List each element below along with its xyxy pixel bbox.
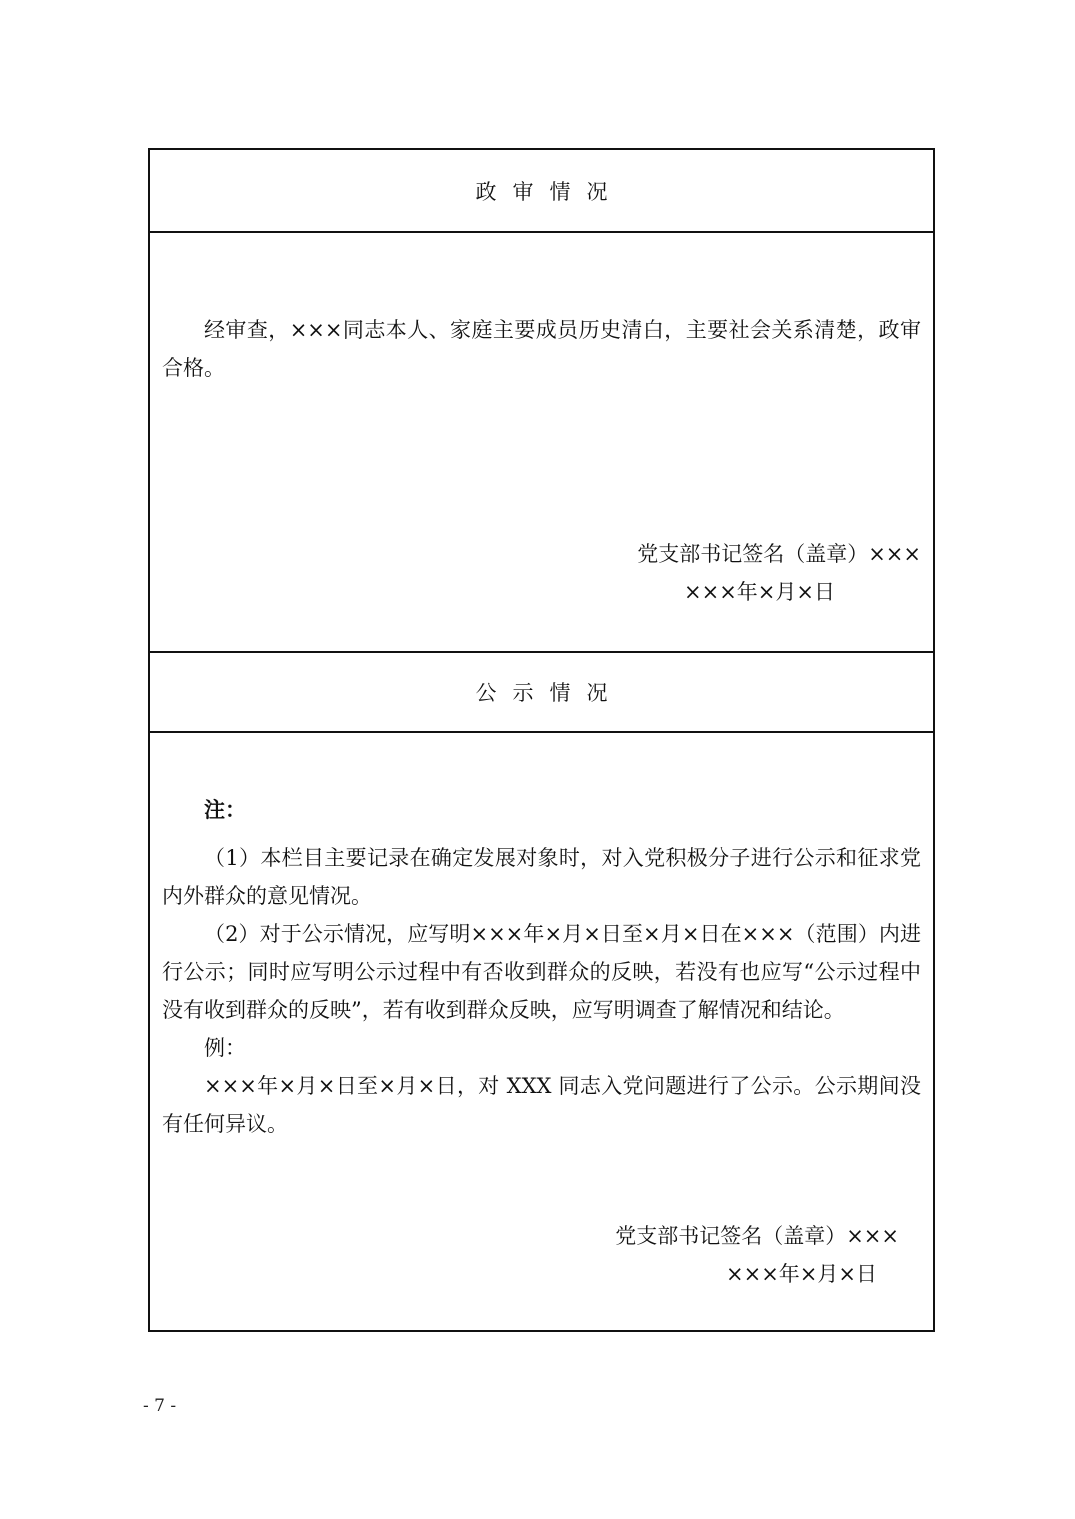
section1-date: ×××年×月×日 [684,580,835,604]
note-item-1: （1）本栏目主要记录在确定发展对象时，对入党积极分子进行公示和征求党内外群众的意见情况。 [162,846,921,908]
example-text: ×××年×月×日至×月×日，对 XXX 同志入党问题进行了公示。公示期间没有任何异议。 [162,1074,921,1136]
section1-header: 政审情况 [475,179,624,204]
section1-signature: 党支部书记签名（盖章）××× [637,542,921,566]
note-title: 注： [204,797,246,822]
section2-signature: 党支部书记签名（盖章）××× [615,1224,899,1248]
section1-body-row [150,233,933,653]
section2-header-row [150,653,933,733]
section1-header-row [150,150,933,233]
section2-header: 公示情况 [475,681,624,705]
example-label: 例： [204,1036,246,1060]
note-item-2: （2）对于公示情况，应写明×××年×月×日至×月×日在×××（范围）内进行公示；同时应写明公示过程中有否收到群众的反映，若没有也应写“公示过程中没有收到群众的反映”，若有收到群众反映，应写明调查了解情况和结论。 [162,922,921,1022]
section1-body-text: 经审查，×××同志本人、家庭主要成员历史清白，主要社会关系清楚，政审合格。 [162,318,921,380]
form-table [148,148,935,1332]
section2-date: ×××年×月×日 [726,1262,877,1286]
section2-body-row [150,733,933,1330]
page-number: - 7 - [143,1396,177,1416]
